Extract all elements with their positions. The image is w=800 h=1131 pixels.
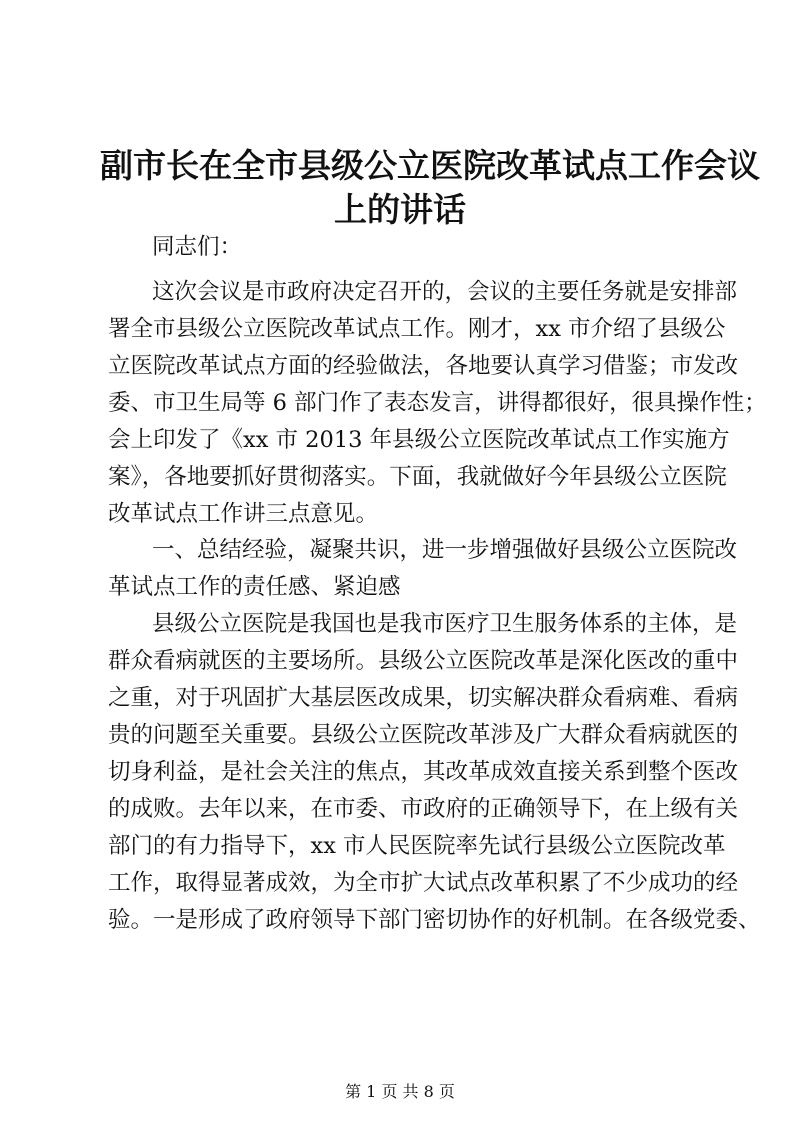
document-title-line-2: 上的讲话 xyxy=(334,190,466,229)
page-number-footer: 第 1 页 共 8 页 xyxy=(345,1082,455,1101)
paragraph-line: 群众看病就医的主要场所。县级公立医院改革是深化医改的重中 xyxy=(108,648,739,674)
paragraph-line: 改革试点工作讲三点意见。 xyxy=(108,501,379,527)
paragraph-line: 工作，取得显著成效，为全市扩大试点改革积累了不少成功的经 xyxy=(108,870,739,896)
paragraph-line: 贵的问题至关重要。县级公立医院改革涉及广大群众看病就医的 xyxy=(108,722,739,748)
paragraph-line: 署全市县级公立医院改革试点工作。刚才，xx 市介绍了县级公 xyxy=(108,316,726,342)
salutation: 同志们： xyxy=(152,234,243,260)
paragraph-line: 立医院改革试点方面的经验做法，各地要认真学习借鉴；市发改 xyxy=(108,353,739,379)
paragraph-line: 部门的有力指导下，xx 市人民医院率先试行县级公立医院改革 xyxy=(108,833,726,859)
section-heading-line: 革试点工作的责任感、紧迫感 xyxy=(108,574,401,600)
paragraph-line: 的成败。去年以来，在市委、市政府的正确领导下，在上级有关 xyxy=(108,796,739,822)
section-heading-line: 一、总结经验，凝聚共识，进一步增强做好县级公立医院改 xyxy=(152,537,738,563)
document-title-line-1: 副市长在全市县级公立医院改革试点工作会议 xyxy=(100,146,760,185)
paragraph-line: 切身利益，是社会关注的焦点，其改革成效直接关系到整个医改 xyxy=(108,759,739,785)
paragraph-line: 之重，对于巩固扩大基层医改成果，切实解决群众看病难、看病 xyxy=(108,685,739,711)
paragraph-line: 县级公立医院是我国也是我市医疗卫生服务体系的主体，是 xyxy=(152,611,738,637)
paragraph-line: 会上印发了《xx 市 2013 年县级公立医院改革试点工作实施方 xyxy=(108,427,730,453)
paragraph-line: 这次会议是市政府决定召开的，会议的主要任务就是安排部 xyxy=(152,279,738,305)
paragraph-line: 案》，各地要抓好贯彻落实。下面，我就做好今年县级公立医院 xyxy=(108,464,727,490)
paragraph-line: 验。一是形成了政府领导下部门密切协作的好机制。在各级党委、 xyxy=(108,907,761,933)
paragraph-line: 委、市卫生局等 6 部门作了表态发言，讲得都很好，很具操作性； xyxy=(108,390,767,416)
